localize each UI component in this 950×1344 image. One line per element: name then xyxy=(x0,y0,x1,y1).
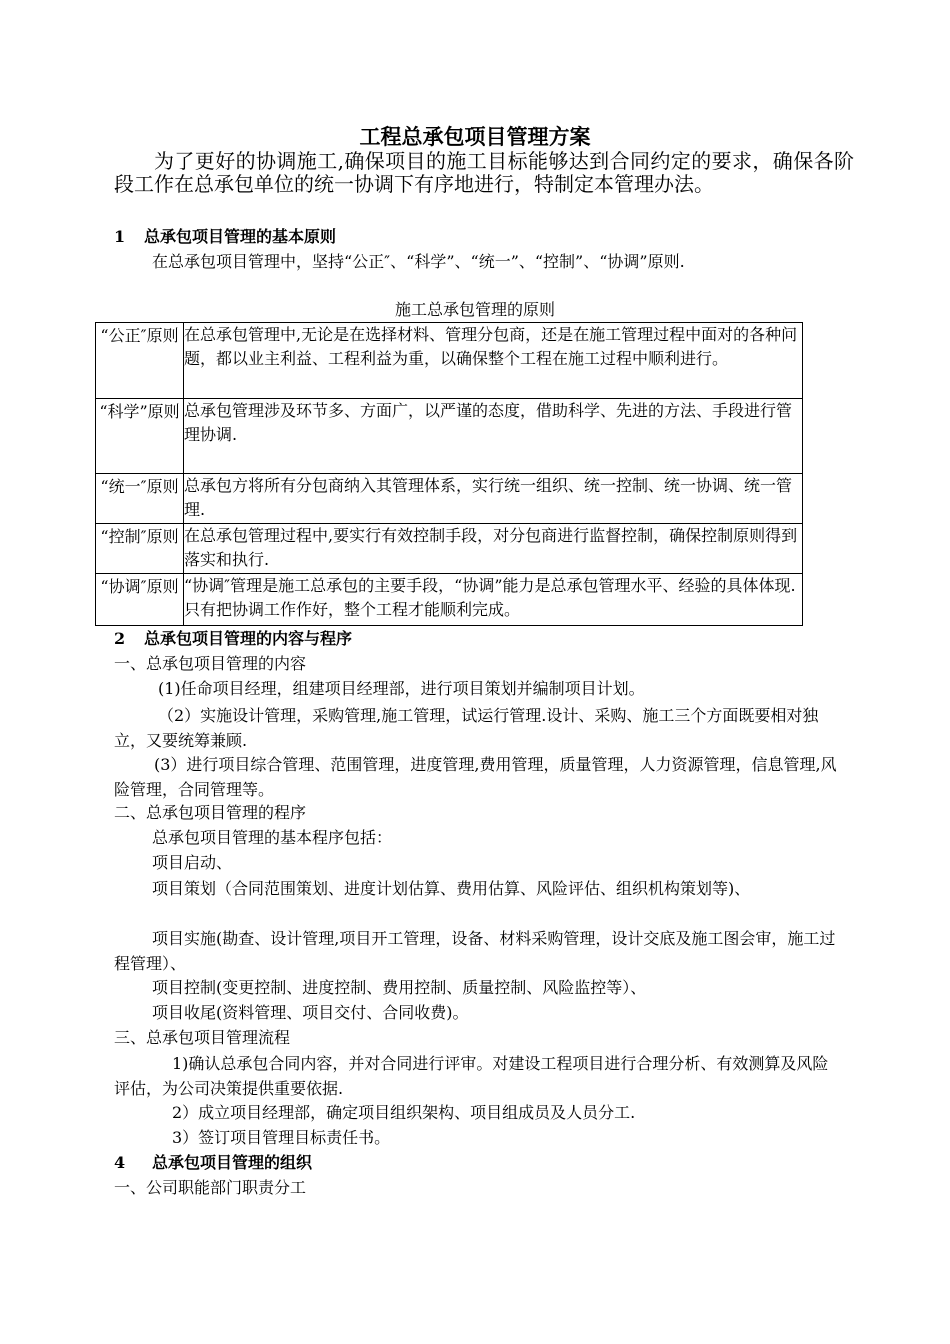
section-4-heading xyxy=(114,1151,842,1175)
flow-step-2: 2）成立项目经理部，确定项目组织架构、项目组成员及人员分工. xyxy=(172,1103,636,1122)
subheading-content: 一、总承包项目管理的内容 xyxy=(114,654,307,673)
procedure-step: 项目收尾(资料管理、项目交付、合同收费)。 xyxy=(152,1003,469,1022)
principle-name: “控制″原则 xyxy=(96,524,184,574)
table-row xyxy=(96,474,803,524)
subheading-departments: 一、公司职能部门职责分工 xyxy=(114,1178,307,1197)
procedure-step: 项目实施(勘查、设计管理,项目开工管理，设备、材料采购管理，设计交底及施工图会审，施工过程管理）、 xyxy=(114,929,836,973)
section-2-number: 2 xyxy=(114,629,126,648)
principles-table xyxy=(95,322,803,626)
table-row xyxy=(96,574,803,626)
section-1-text: 在总承包项目管理中，坚持“公正″、“科学”、“统一”、“控制”、“协调”原则. xyxy=(152,252,685,271)
procedure-step: 项目控制(变更控制、进度控制、费用控制、质量控制、风险监控等）、 xyxy=(152,978,647,997)
procedure-step: 项目策划（合同范围策划、进度计划估算、费用估算、风险评估、组织机构策划等)、 xyxy=(152,879,751,898)
principle-name: “公正″原则 xyxy=(96,323,184,399)
section-2-title: 总承包项目管理的内容与程序 xyxy=(144,629,353,648)
section-4-title: 总承包项目管理的组织 xyxy=(152,1153,313,1172)
section-1-title: 总承包项目管理的基本原则 xyxy=(144,227,337,246)
principle-name: “统一″原则 xyxy=(96,474,184,524)
content-item-2: （2）实施设计管理，采购管理,施工管理，试运行管理.设计、采购、施工三个方面既要相对独立，又要统筹兼顾. xyxy=(114,706,819,750)
section-4-number: 4 xyxy=(114,1153,126,1172)
principle-name: “科学”原则 xyxy=(96,399,184,474)
procedure-step: 项目启动、 xyxy=(152,853,233,872)
principle-desc: “协调″管理是施工总承包的主要手段，“协调”能力是总承包管理水平、经验的具体体现.只有把协调工作作好，整个工程才能顺利完成。 xyxy=(184,574,803,626)
content-item-3: (3）进行项目综合管理、范围管理，进度管理,费用管理，质量管理，人力资源管理，信息管理,风险管理，合同管理等。 xyxy=(114,755,837,799)
principle-desc: 在总承包管理中,无论是在选择材料、管理分包商，还是在施工管理过程中面对的各种问题，都以业主利益、工程利益为重，以确保整个工程在施工过程中顺利进行。 xyxy=(184,323,803,399)
subheading-flow: 三、总承包项目管理流程 xyxy=(114,1028,291,1047)
table-row xyxy=(96,323,803,399)
subheading-procedure: 二、总承包项目管理的程序 xyxy=(114,803,307,822)
principle-desc: 在总承包管理过程中,要实行有效控制手段，对分包商进行监督控制，确保控制原则得到落实和执行. xyxy=(184,524,803,574)
section-1-heading xyxy=(114,225,842,249)
procedure-intro: 总承包项目管理的基本程序包括： xyxy=(152,828,393,847)
table-row xyxy=(96,399,803,474)
flow-step-3: 3）签订项目管理目标责任书。 xyxy=(172,1128,391,1147)
document-title: 工程总承包项目管理方案 xyxy=(359,124,591,149)
table-caption: 施工总承包管理的原则 xyxy=(394,300,555,319)
content-item-1: (1)任命项目经理，组建项目经理部，进行项目策划并编制项目计划。 xyxy=(158,679,645,698)
intro-paragraph: 为了更好的协调施工,确保项目的施工目标能够达到合同约定的要求，确保各阶段工作在总承包单位的统一协调下有序地进行，特制定本管理办法。 xyxy=(114,149,854,196)
section-2-heading xyxy=(114,627,842,651)
principle-desc: 总承包管理涉及环节多、方面广，以严谨的态度，借助科学、先进的方法、手段进行管理协调. xyxy=(184,399,803,474)
flow-step-1: 1)确认总承包合同内容，并对合同进行评审。对建设工程项目进行合理分析、有效测算及风险评估，为公司决策提供重要依据. xyxy=(114,1054,829,1098)
table-row xyxy=(96,524,803,574)
principle-desc: 总承包方将所有分包商纳入其管理体系，实行统一组织、统一控制、统一协调、统一管理. xyxy=(184,474,803,524)
principle-name: “协调″原则 xyxy=(96,574,184,626)
section-1-number: 1 xyxy=(114,227,126,246)
